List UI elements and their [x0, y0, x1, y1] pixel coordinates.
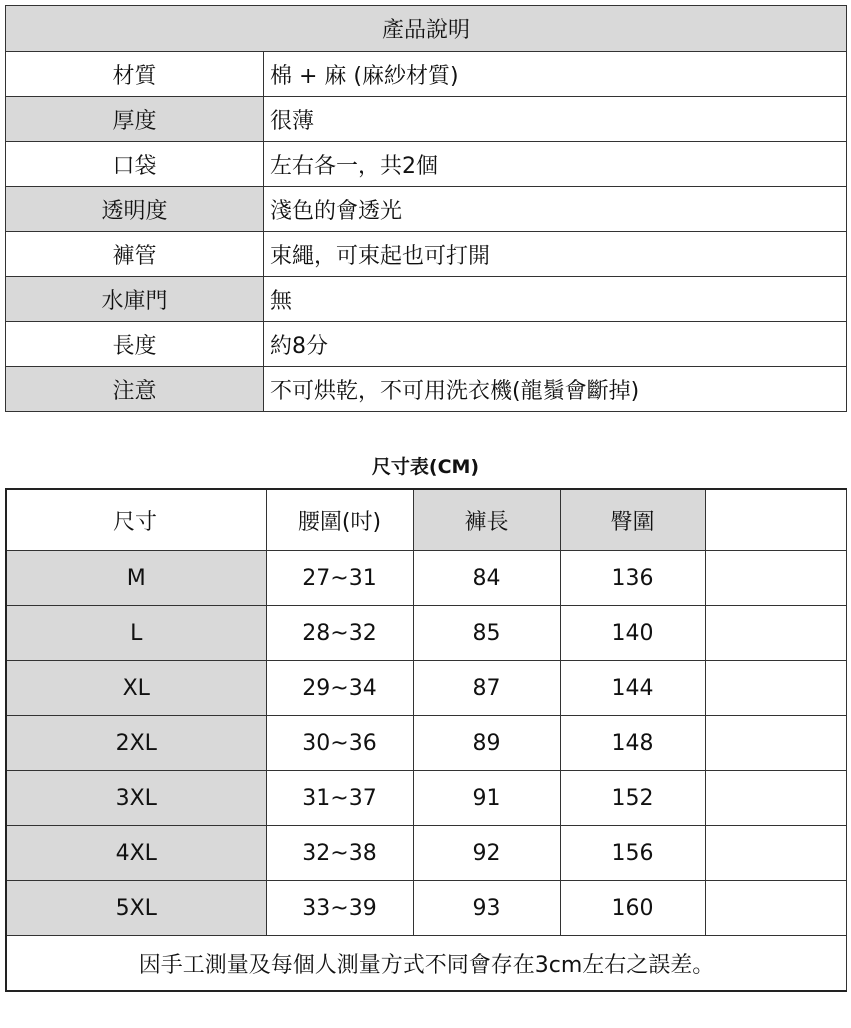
product-info-table [5, 5, 847, 412]
product-row-label: 注意 [6, 367, 264, 412]
waist-cell: 28~32 [266, 606, 413, 661]
size-chart-table [5, 488, 847, 992]
waist-cell: 30~36 [266, 716, 413, 771]
size-row [6, 881, 847, 936]
header-hip: 臀圍 [560, 489, 705, 551]
waist-cell: 32~38 [266, 826, 413, 881]
hip-cell: 152 [560, 771, 705, 826]
waist-cell: 33~39 [266, 881, 413, 936]
product-row [6, 187, 847, 232]
size-note: 因手工測量及每個人測量方式不同會存在3cm左右之誤差。 [6, 936, 847, 992]
product-row-label: 材質 [6, 52, 264, 97]
product-row-value: 約8分 [264, 322, 847, 367]
size-cell: 3XL [6, 771, 266, 826]
header-empty [705, 489, 847, 551]
product-row-value: 很薄 [264, 97, 847, 142]
empty-cell [705, 551, 847, 606]
size-row [6, 716, 847, 771]
length-cell: 91 [413, 771, 560, 826]
hip-cell: 140 [560, 606, 705, 661]
size-row [6, 661, 847, 716]
length-cell: 84 [413, 551, 560, 606]
size-note-row [6, 936, 847, 992]
header-waist: 腰圍(吋) [266, 489, 413, 551]
header-size: 尺寸 [6, 489, 266, 551]
product-row-value: 束繩，可束起也可打開 [264, 232, 847, 277]
size-chart-title: 尺寸表(CM) [371, 456, 480, 478]
hip-cell: 136 [560, 551, 705, 606]
waist-cell: 29~34 [266, 661, 413, 716]
product-row [6, 52, 847, 97]
product-row-label: 口袋 [6, 142, 264, 187]
product-row-label: 厚度 [6, 97, 264, 142]
product-row [6, 142, 847, 187]
empty-cell [705, 606, 847, 661]
product-row [6, 277, 847, 322]
length-cell: 92 [413, 826, 560, 881]
product-row [6, 232, 847, 277]
size-row [6, 826, 847, 881]
product-row-value: 棉 + 麻 (麻紗材質) [264, 52, 847, 97]
size-row [6, 551, 847, 606]
size-cell: 5XL [6, 881, 266, 936]
product-row-label: 透明度 [6, 187, 264, 232]
header-length: 褲長 [413, 489, 560, 551]
hip-cell: 148 [560, 716, 705, 771]
product-row-value: 左右各一，共2個 [264, 142, 847, 187]
empty-cell [705, 661, 847, 716]
size-cell: XL [6, 661, 266, 716]
product-row [6, 97, 847, 142]
size-cell: M [6, 551, 266, 606]
hip-cell: 156 [560, 826, 705, 881]
length-cell: 93 [413, 881, 560, 936]
length-cell: 87 [413, 661, 560, 716]
size-cell: 4XL [6, 826, 266, 881]
hip-cell: 144 [560, 661, 705, 716]
product-row-value: 無 [264, 277, 847, 322]
empty-cell [705, 716, 847, 771]
product-row-value: 不可烘乾，不可用洗衣機(龍鬚會斷掉) [264, 367, 847, 412]
size-cell: 2XL [6, 716, 266, 771]
waist-cell: 27~31 [266, 551, 413, 606]
size-row [6, 606, 847, 661]
product-row-label: 水庫門 [6, 277, 264, 322]
product-info-title: 產品說明 [6, 6, 847, 52]
length-cell: 85 [413, 606, 560, 661]
empty-cell [705, 881, 847, 936]
product-row-label: 褲管 [6, 232, 264, 277]
waist-cell: 31~37 [266, 771, 413, 826]
product-row [6, 367, 847, 412]
size-row [6, 771, 847, 826]
product-row-label: 長度 [6, 322, 264, 367]
empty-cell [705, 826, 847, 881]
product-row [6, 322, 847, 367]
length-cell: 89 [413, 716, 560, 771]
hip-cell: 160 [560, 881, 705, 936]
empty-cell [705, 771, 847, 826]
size-cell: L [6, 606, 266, 661]
product-row-value: 淺色的會透光 [264, 187, 847, 232]
size-header-row [6, 489, 847, 551]
